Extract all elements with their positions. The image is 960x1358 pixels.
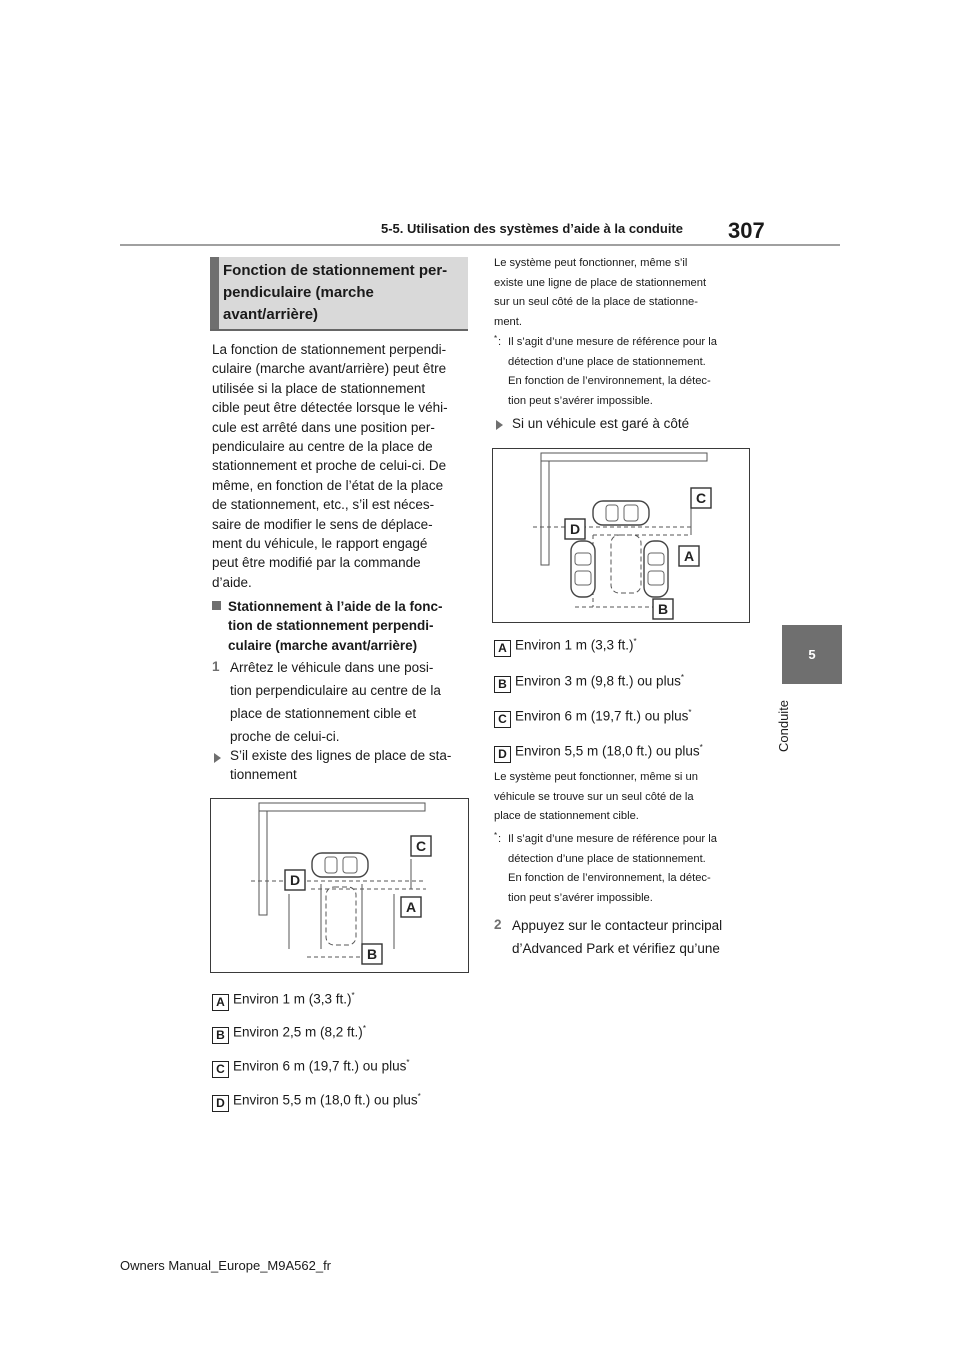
intro-line: stationnement et proche de celui-ci. De [212, 458, 447, 474]
note-line: sur un seul côté de la place de stationne- [494, 296, 698, 308]
intro-line: d’aide. [212, 574, 252, 590]
note-line: Le système peut fonctionner, même s’il [494, 257, 688, 269]
footnote-mark: * [494, 831, 498, 840]
note-line: Le système peut fonctionner, même si un [494, 771, 698, 783]
subheading-line: Stationnement à l’aide de la fonc- [228, 599, 443, 614]
note-paragraph [494, 768, 754, 827]
chapter-label-text: Conduite [776, 699, 791, 752]
footnote-line: Il s’agit d’une mesure de référence pour la [508, 833, 717, 845]
parked-car-icon [644, 541, 668, 597]
intro-line: peut être modifié par la commande [212, 555, 421, 571]
legend-item: B Environ 2,5 m (8,2 ft.)* [212, 1020, 366, 1044]
legend-text: Environ 2,5 m (8,2 ft.) [233, 1024, 363, 1040]
chapter-label [770, 700, 816, 750]
intro-line: La fonction de stationnement perpendi- [212, 342, 447, 357]
heading-accent-bar [210, 257, 219, 329]
intro-line: cible peut être détectée lorsque le véhi- [212, 400, 448, 416]
note-line: place de stationnement cible. [494, 810, 639, 822]
legend-key: C [212, 1061, 229, 1078]
triangle-bullet-icon [214, 753, 221, 763]
step-line: proche de celui-ci. [230, 729, 340, 744]
footnote-mark: * [494, 334, 498, 343]
legend-text: Environ 6 m (19,7 ft.) ou plus [233, 1058, 407, 1074]
legend-item: B Environ 3 m (9,8 ft.) ou plus* [494, 669, 684, 693]
note-line: existe une ligne de place de stationnement [494, 276, 707, 289]
subheading-line: culaire (marche avant/arrière) [228, 637, 418, 653]
intro-paragraph [212, 340, 474, 592]
intro-line: ment du véhicule, le rapport engagé [212, 536, 428, 552]
step-line: d’Advanced Park et vérifiez qu’une [512, 941, 720, 956]
legend-key: A [212, 994, 229, 1011]
legend-key: B [212, 1027, 229, 1044]
legend-text: Environ 1 m (3,3 ft.) [515, 637, 634, 653]
footnote-line: En fonction de l’environnement, la détec- [508, 872, 711, 884]
bullet-line: tionnement [230, 767, 297, 783]
section-heading [210, 257, 468, 331]
car-icon [593, 501, 649, 525]
footnote-line: détection d’une place de stationnement. [508, 852, 706, 865]
legend-key: B [494, 676, 511, 693]
chapter-tab: 5 [782, 625, 842, 684]
footnote-line: détection d’une place de stationnement. [508, 355, 706, 368]
legend-item: D Environ 5,5 m (18,0 ft.) ou plus* [494, 739, 703, 763]
legend-item: A Environ 1 m (3,3 ft.)* [494, 633, 637, 657]
label-b: B [657, 601, 669, 617]
subheading [212, 597, 474, 655]
label-d: D [569, 521, 581, 537]
intro-line: de stationnement, etc., s’il est néces- [212, 497, 435, 513]
note-paragraph [494, 254, 754, 332]
footnote-line: tion peut s’avérer impossible. [508, 891, 653, 904]
intro-line: utilisée si la place de stationnement [212, 380, 426, 396]
step-line: Arrêtez le véhicule dans une posi- [230, 660, 434, 675]
intro-line: pendiculaire au centre de la place de [212, 439, 433, 455]
label-a: A [405, 899, 417, 915]
legend-text: Environ 1 m (3,3 ft.) [233, 991, 352, 1007]
legend-item: C Environ 6 m (19,7 ft.) ou plus* [212, 1054, 409, 1078]
intro-line: saire de modifier le sens de déplace- [212, 516, 433, 532]
parked-vehicle-diagram [492, 448, 750, 623]
label-c: C [695, 490, 707, 506]
step-line: Appuyez sur le contacteur principal [512, 918, 723, 933]
note-line: véhicule se trouve sur un seul côté de la [494, 790, 694, 803]
legend-key: A [494, 640, 511, 657]
label-d: D [289, 872, 301, 888]
step-line: place de stationnement cible et [230, 706, 417, 721]
section-title: 5-5. Utilisation des systèmes d’aide à la conduite [381, 221, 683, 236]
label-c: C [415, 838, 427, 854]
note-line: ment. [494, 315, 522, 328]
legend-item: D Environ 5,5 m (18,0 ft.) ou plus* [212, 1088, 421, 1112]
step-1-text [230, 656, 474, 748]
footer-text: Owners Manual_Europe_M9A562_fr [120, 1258, 332, 1273]
legend-key: D [212, 1095, 229, 1112]
label-b: B [366, 946, 378, 962]
footnote: * : Il s’agit d’une mesure de référence pour la détection d’une place de stationnement. En fonction de l’environnement, la détec- tion peut s’avérer impossible. [494, 830, 754, 908]
bullet-text: Si un véhicule est garé à côté [512, 416, 690, 431]
legend-key: C [494, 711, 511, 728]
legend-text: Environ 5,5 m (18,0 ft.) ou plus [233, 1092, 418, 1108]
label-a: A [683, 548, 695, 564]
footnote-line: En fonction de l’environnement, la détec- [508, 375, 711, 387]
page-number: 307 [728, 218, 765, 243]
legend-text: Environ 3 m (9,8 ft.) ou plus [515, 673, 681, 689]
footnote-line: Il s’agit d’une mesure de référence pour la [508, 336, 717, 348]
subheading-line: tion de stationnement perpendi- [228, 618, 434, 634]
legend-item: C Environ 6 m (19,7 ft.) ou plus* [494, 704, 691, 728]
step-2-text [512, 914, 762, 960]
step-line: tion perpendiculaire au centre de la [230, 683, 441, 698]
section-heading-text: Fonction de stationnement per-pendiculaire (marche avant/arrière) [223, 262, 448, 323]
intro-line: culaire (marche avant/arrière) peut être [212, 361, 447, 377]
car-icon [312, 853, 368, 877]
parking-lines-diagram [210, 798, 469, 973]
square-bullet-icon [212, 601, 221, 610]
footnote: * : Il s’agit d’une mesure de référence pour la détection d’une place de stationnement. En fonction de l’environnement, la détec- tion peut s’avérer impossible. [494, 333, 754, 411]
legend-key: D [494, 746, 511, 763]
legend-text: Environ 5,5 m (18,0 ft.) ou plus [515, 743, 700, 759]
bullet-line: S’il existe des lignes de place de sta- [230, 748, 452, 763]
triangle-bullet-icon [496, 420, 503, 430]
parked-car-icon [571, 541, 595, 597]
legend-text: Environ 6 m (19,7 ft.) ou plus [515, 708, 689, 724]
header-divider [120, 244, 840, 246]
intro-line: cule est arrêté dans une position per- [212, 419, 435, 435]
legend-item: A Environ 1 m (3,3 ft.)* [212, 987, 355, 1011]
step-number: 1 [212, 659, 220, 674]
step-number: 2 [494, 917, 502, 932]
bullet-text [230, 746, 474, 785]
intro-line: même, en fonction de l’état de la place [212, 477, 444, 493]
footnote-line: tion peut s’avérer impossible. [508, 394, 653, 407]
